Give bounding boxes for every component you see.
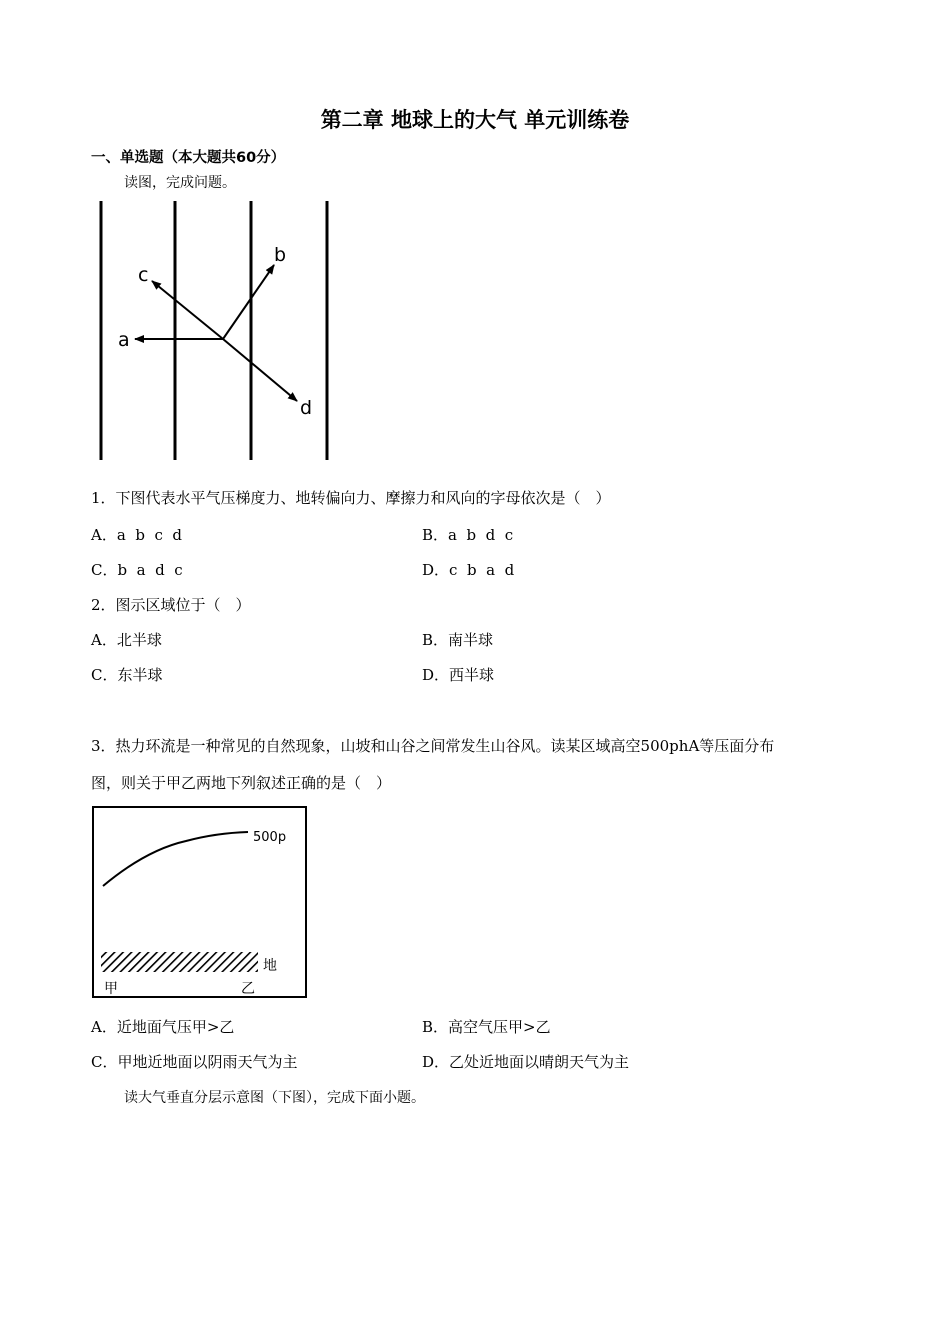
ground-label: 地 (263, 958, 277, 974)
location-jia-label: 甲 (104, 981, 118, 997)
option-label: B． (422, 631, 449, 649)
option-label: C． (91, 1053, 118, 1071)
option-text: a b d c (448, 526, 514, 544)
label-b: b (274, 244, 287, 266)
question-3-option-a[interactable] (91, 1016, 234, 1037)
question-2-option-c[interactable] (91, 664, 163, 685)
option-text: 乙处近地面以晴朗天气为主 (449, 1053, 630, 1071)
option-label: A． (91, 1018, 117, 1036)
question-2-option-a[interactable] (91, 629, 162, 650)
option-label: C． (91, 561, 118, 579)
arrow-d (223, 339, 297, 401)
label-c: c (138, 264, 149, 286)
isobar-curve (103, 832, 248, 886)
option-label: D． (422, 666, 450, 684)
reading-prompt-1: 读图，完成问题。 (124, 175, 236, 191)
option-text: 西半球 (449, 666, 495, 684)
question-1-option-d[interactable] (422, 559, 514, 580)
question-2-option-b[interactable] (422, 629, 493, 650)
option-label: C． (91, 666, 118, 684)
option-text: 近地面气压甲>乙 (116, 1018, 235, 1036)
option-text: c b a d (449, 561, 515, 579)
option-text: a b c d (116, 526, 182, 544)
question-1-option-b[interactable] (422, 524, 513, 545)
question-3-option-b[interactable] (422, 1016, 551, 1037)
question-1-option-c[interactable] (91, 559, 183, 580)
section-heading: 一、单选题（本大题共60分） (91, 150, 286, 166)
option-text: b a d c (117, 561, 183, 579)
question-1-option-a[interactable] (91, 524, 182, 545)
question-3-option-c[interactable] (91, 1051, 298, 1072)
isobar-diagram (91, 805, 311, 1001)
option-label: D． (422, 1053, 450, 1071)
option-text: 高空气压甲>乙 (448, 1018, 551, 1036)
question-1-stem: 1．下图代表水平气压梯度力、地转偏向力、摩擦力和风向的字母依次是（ ） (91, 489, 611, 507)
question-3-stem-line-2: 图，则关于甲乙两地下列叙述正确的是（ ） (91, 774, 392, 792)
option-text: 南半球 (448, 631, 494, 649)
label-d: d (300, 397, 313, 419)
option-text: 东半球 (117, 666, 163, 684)
option-label: D． (422, 561, 450, 579)
label-a: a (118, 329, 130, 351)
question-3-option-d[interactable] (422, 1051, 629, 1072)
wind-force-diagram (85, 195, 345, 470)
page-title: 第二章 地球上的大气 单元训练卷 (320, 108, 630, 132)
option-text: 北半球 (116, 631, 162, 649)
isobar-label: 500p (253, 830, 287, 845)
arrow-c (152, 281, 223, 339)
ground-hatch (101, 952, 258, 972)
option-label: B． (422, 526, 449, 544)
question-2-option-d[interactable] (422, 664, 494, 685)
option-label: A． (91, 631, 117, 649)
option-label: A． (91, 526, 117, 544)
arrow-b (223, 265, 274, 339)
location-yi-label: 乙 (241, 981, 255, 997)
option-label: B． (422, 1018, 449, 1036)
reading-prompt-2: 读大气垂直分层示意图（下图），完成下面小题。 (124, 1090, 425, 1106)
option-text: 甲地近地面以阴雨天气为主 (117, 1053, 298, 1071)
question-2-stem: 2．图示区域位于（ ） (91, 596, 251, 614)
question-3-stem-line-1: 3．热力环流是一种常见的自然现象，山坡和山谷之间常发生山谷风。读某区域高空500phA等压面分布 (91, 737, 775, 755)
